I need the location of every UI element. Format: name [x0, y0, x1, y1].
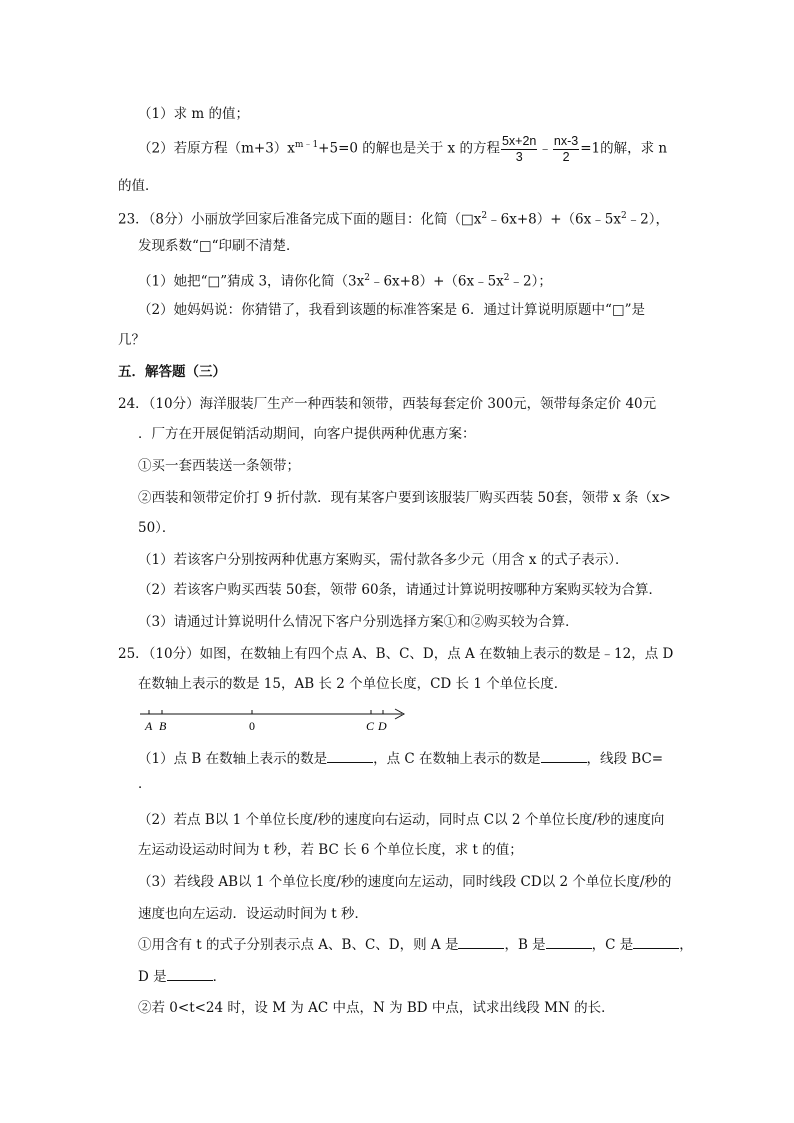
answer-blank-A-expr[interactable] — [458, 934, 504, 949]
fraction-1 — [501, 134, 537, 165]
q25-sub1-c: ，C 是 — [591, 937, 634, 953]
q22-part1: （1）求 m 的值； — [138, 106, 249, 122]
q23-line1 — [118, 206, 669, 230]
label-zero: 0 — [249, 719, 255, 733]
label-D: D — [378, 719, 387, 733]
section-heading: 五．解答题（三） — [118, 364, 226, 380]
q23-line5: 几？ — [118, 332, 145, 348]
q25-part2-line2: 左运动设运动时间为 t 秒，若 BC 长 6 个单位长度，求 t 的值； — [138, 842, 523, 858]
q23-line1-c: ﹣2）， — [626, 211, 670, 228]
q23-line3-b: ﹣6x+8）+（6x﹣5x — [369, 273, 504, 290]
fraction-1-denominator: 3 — [515, 149, 523, 164]
fraction-2 — [553, 134, 579, 165]
q25-part1-end: ． — [138, 776, 152, 792]
q23-line1-sup: 2 — [481, 211, 488, 221]
q24-line7: （2）若该客户购买西装 50套，领带 60条，请通过计算说明按哪种方案购买较为合算． — [138, 582, 663, 598]
q25-part3-sub2: ②若 0<t<24 时，设 M 为 AC 中点，N 为 BD 中点，试求出线段 MN 的长． — [138, 1000, 615, 1016]
label-A: A — [145, 719, 153, 733]
q25-part1-a: （1）点 B 在数轴上表示的数是 — [138, 751, 328, 767]
q24-line5: 50）． — [138, 520, 176, 536]
q24-line2: ．厂方在开展促销活动期间，向客户提供两种优惠方案： — [138, 426, 476, 442]
q25-part3-line1: （3）若线段 AB以 1 个单位长度/秒的速度向左运动，同时线段 CD以 2 个单位长度/秒的 — [138, 874, 672, 890]
q25-part3-sub1-end — [138, 966, 226, 987]
q25-line1: 25．（10分）如图，在数轴上有四个点 A、B、C、D，点 A 在数轴上表示的数是﹣12，点 D — [118, 646, 674, 662]
q24-line1: 24．（10分）海洋服装厂生产一种西装和领带，西装每套定价 300元，领带每条定价 40元 — [118, 396, 657, 412]
answer-blank-C[interactable] — [541, 748, 587, 763]
q23-line1-sup2: 2 — [620, 211, 627, 221]
q22-part2-text-c: =1的解，求 n — [580, 140, 668, 157]
q23-line2: 发现系数“□“印刷不清楚． — [138, 238, 300, 254]
answer-blank-B[interactable] — [327, 748, 373, 763]
q23-line4: （2）她妈妈说：你猜错了，我看到该题的标准答案是 6．通过计算说明原题中“□”是 — [138, 302, 646, 318]
fraction-1-numerator: 5x+2n — [501, 133, 537, 148]
label-B: B — [159, 719, 167, 733]
q25-part1-c: ，线段 BC= — [586, 751, 664, 767]
label-C: C — [366, 719, 375, 733]
q23-line3-sup2: 2 — [503, 273, 510, 283]
q23-line3-c: ﹣2）； — [509, 273, 552, 290]
fraction-2-numerator: nx-3 — [553, 133, 579, 148]
answer-blank-D-expr[interactable] — [167, 966, 213, 981]
q25-sub1-d: ， — [679, 937, 693, 953]
q23-line1-a: 23．（8分）小丽放学回家后准备完成下面的题目：化简（□x — [118, 211, 482, 228]
q22-part2-text-a: （2）若原方程（m+3）x — [138, 140, 295, 157]
q25-part1 — [138, 748, 663, 769]
q25-part3-line2: 速度也向左运动．设运动时间为 t 秒． — [138, 906, 369, 922]
q23-line3-a: （1）她把“□”猜成 3，请你化简（3x — [138, 273, 365, 290]
answer-blank-C-expr[interactable] — [633, 934, 679, 949]
q23-line3-sup: 2 — [364, 273, 370, 283]
q25-line2: 在数轴上表示的数是 15，AB 长 2 个单位长度，CD 长 1 个单位长度． — [138, 676, 568, 692]
q23-line1-b: ﹣6x+8）+（6x﹣5x — [487, 211, 621, 228]
minus-sign: ﹣ — [538, 140, 552, 157]
answer-blank-B-expr[interactable] — [546, 934, 592, 949]
q22-part2-text-b: +5=0 的解也是关于 x 的方程 — [318, 140, 500, 157]
number-line-figure — [140, 706, 410, 736]
q23-line3 — [138, 268, 552, 292]
fraction-2-denominator: 2 — [562, 149, 570, 164]
q24-line3: ①买一套西装送一条领带； — [138, 458, 300, 474]
q22-part2-end: 的值． — [118, 178, 159, 194]
q25-sub1-a: ①用含有 t 的式子分别表示点 A、B、C、D，则 A 是 — [138, 937, 459, 953]
q24-line6: （1）若该客户分别按两种优惠方案购买，需付款各多少元（用含 x 的式子表示）． — [138, 552, 629, 568]
q25-sub1-b: ，B 是 — [504, 937, 546, 953]
q25-part1-b: ，点 C 在数轴上表示的数是 — [373, 751, 541, 767]
q24-line4: ②西装和领带定价打 9 折付款．现有某客户要到该服装厂购买西装 50套，领带 x 条（x> — [138, 490, 671, 506]
q25-sub1-e: D 是 — [138, 969, 167, 985]
q22-part2 — [138, 130, 667, 165]
q25-part3-sub1 — [138, 934, 693, 955]
q25-sub1-f: ． — [212, 969, 227, 985]
q24-line8: （3）请通过计算说明什么情况下客户分别选择方案①和②购买较为合算． — [138, 614, 579, 630]
q22-exponent: m﹣1 — [294, 140, 319, 150]
q25-part2-line1: （2）若点 B以 1 个单位长度/秒的速度向右运动，同时点 C以 2 个单位长度/秒的速度向 — [138, 812, 665, 828]
